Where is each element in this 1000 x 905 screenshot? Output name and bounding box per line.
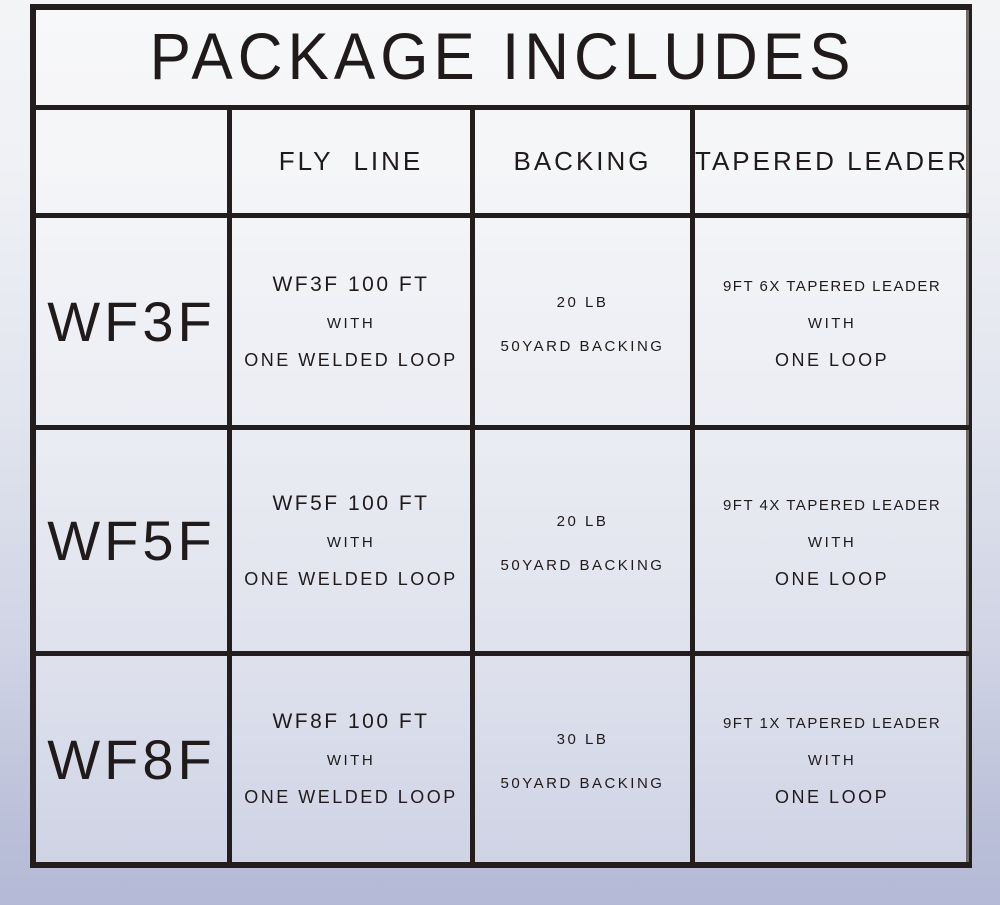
row-label-wf5f	[36, 430, 232, 656]
model-name: WF3F	[47, 290, 216, 353]
column-header: BACKING	[513, 146, 652, 176]
fly-line-spec: WF3F 100 FT	[272, 272, 430, 296]
fly-line-spec: WF5F 100 FT	[272, 491, 430, 515]
leader-with: WITH	[807, 752, 857, 769]
fly-line-spec: WF8F 100 FT	[272, 710, 430, 733]
cell-wf8f-backing	[475, 656, 695, 862]
cell-wf3f-backing	[475, 218, 695, 430]
leader-loop: ONE LOOP	[775, 568, 890, 589]
backing-weight: 20 LB	[556, 505, 609, 531]
backing-length: 50YARD BACKING	[500, 330, 665, 356]
leader-with: WITH	[807, 533, 857, 551]
fly-line-loop: ONE WELDED LOOP	[244, 568, 458, 589]
header-cell-tapered-leader	[695, 110, 969, 218]
header-cell-blank	[36, 110, 232, 218]
leader-spec: 9FT 4X TAPERED LEADER	[722, 491, 942, 515]
row-label-wf8f	[36, 656, 232, 862]
column-header: FLY LINE	[278, 146, 424, 176]
backing-length: 50YARD BACKING	[500, 549, 665, 575]
header-cell-backing	[475, 110, 695, 218]
leader-loop: ONE LOOP	[775, 349, 890, 370]
backing-weight: 30 LB	[556, 724, 609, 749]
model-name: WF8F	[47, 727, 216, 791]
cell-wf3f-fly-line	[232, 218, 475, 430]
header-cell-fly-line	[232, 110, 475, 218]
fly-line-loop: ONE WELDED LOOP	[244, 787, 458, 807]
leader-loop: ONE LOOP	[775, 787, 890, 807]
cell-wf3f-tapered-leader	[695, 218, 969, 430]
cell-wf8f-tapered-leader	[695, 656, 969, 862]
cell-wf8f-fly-line	[232, 656, 475, 862]
model-name: WF5F	[47, 509, 216, 572]
fly-line-with: WITH	[326, 752, 376, 769]
backing-weight: 20 LB	[556, 286, 609, 312]
column-header: TAPERED LEADER	[695, 146, 970, 176]
package-includes-table	[30, 4, 972, 868]
leader-spec: 9FT 6X TAPERED LEADER	[722, 272, 942, 296]
cell-wf5f-tapered-leader	[695, 430, 969, 656]
cell-wf5f-fly-line	[232, 430, 475, 656]
fly-line-with: WITH	[326, 314, 376, 332]
page-title: PACKAGE INCLUDES	[149, 20, 856, 95]
leader-spec: 9FT 1X TAPERED LEADER	[722, 710, 942, 733]
fly-line-loop: ONE WELDED LOOP	[244, 349, 458, 370]
backing-length: 50YARD BACKING	[500, 768, 665, 793]
fly-line-with: WITH	[326, 533, 376, 551]
cell-wf5f-backing	[475, 430, 695, 656]
leader-with: WITH	[807, 314, 857, 332]
row-label-wf3f	[36, 218, 232, 430]
table-title-row	[36, 10, 969, 110]
